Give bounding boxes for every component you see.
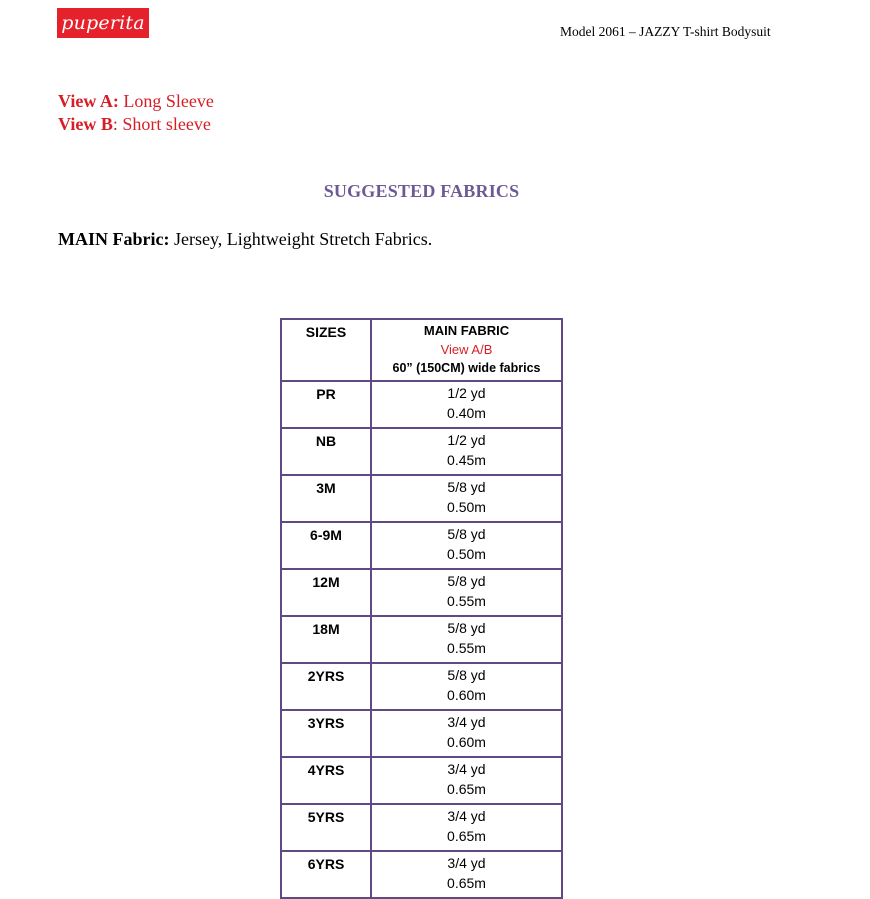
sizes-header: SIZES [281, 319, 371, 381]
size-cell: 3YRS [281, 710, 371, 757]
table-row [281, 663, 562, 710]
main-fabric-header [371, 319, 562, 381]
meters-value: 0.50m [447, 546, 486, 562]
view-b-label: View B [58, 114, 113, 134]
yardage-value: 1/2 yd [447, 385, 486, 401]
view-b-line [58, 113, 214, 136]
yardage-value: 5/8 yd [447, 526, 486, 542]
view-b-text: : Short sleeve [112, 114, 211, 134]
size-cell: 2YRS [281, 663, 371, 710]
amount-cell [371, 475, 562, 522]
main-fabric-text: Jersey, Lightweight Stretch Fabrics. [169, 229, 433, 249]
meters-value: 0.65m [447, 781, 486, 797]
views-list [58, 90, 214, 136]
size-cell: 4YRS [281, 757, 371, 804]
model-title: Model 2061 – JAZZY T-shirt Bodysuit [560, 24, 771, 39]
size-cell: 6YRS [281, 851, 371, 898]
table-row [281, 616, 562, 663]
yardage-value: 5/8 yd [447, 573, 486, 589]
table-row [281, 851, 562, 898]
main-fabric-line [58, 229, 432, 250]
brand-logo: puperita [57, 8, 149, 38]
section-title: SUGGESTED FABRICS [323, 181, 520, 201]
table-row [281, 381, 562, 428]
amount-cell [371, 428, 562, 475]
amount-cell [371, 757, 562, 804]
table-row [281, 475, 562, 522]
size-cell: 3M [281, 475, 371, 522]
size-cell: 18M [281, 616, 371, 663]
yardage-value: 3/4 yd [447, 761, 486, 777]
amount-cell [371, 381, 562, 428]
size-cell: NB [281, 428, 371, 475]
amount-cell [371, 522, 562, 569]
meters-value: 0.60m [447, 687, 486, 703]
table-row [281, 710, 562, 757]
meters-value: 0.50m [447, 499, 486, 515]
yardage-value: 3/4 yd [447, 714, 486, 730]
table-row [281, 428, 562, 475]
yardage-value: 3/4 yd [447, 855, 486, 871]
table-row [281, 569, 562, 616]
yardage-value: 3/4 yd [447, 808, 486, 824]
meters-value: 0.65m [447, 875, 486, 891]
main-fabric-header-view: View A/B [440, 342, 493, 357]
meters-value: 0.65m [447, 828, 486, 844]
amount-cell [371, 851, 562, 898]
main-fabric-label: MAIN Fabric: [58, 229, 170, 249]
size-cell: 5YRS [281, 804, 371, 851]
table-row [281, 757, 562, 804]
view-a-label: View A: [58, 91, 119, 111]
meters-value: 0.55m [447, 640, 486, 656]
size-cell: PR [281, 381, 371, 428]
amount-cell [371, 710, 562, 757]
meters-value: 0.45m [447, 452, 486, 468]
table-header-row [281, 319, 562, 381]
main-fabric-header-width: 60” (150CM) wide fabrics [392, 361, 541, 375]
amount-cell [371, 569, 562, 616]
amount-cell [371, 663, 562, 710]
view-a-line [58, 90, 214, 113]
size-cell: 6-9M [281, 522, 371, 569]
meters-value: 0.60m [447, 734, 486, 750]
yardage-value: 1/2 yd [447, 432, 486, 448]
meters-value: 0.55m [447, 593, 486, 609]
yardage-value: 5/8 yd [447, 667, 486, 683]
table-row [281, 522, 562, 569]
main-fabric-header-title: MAIN FABRIC [423, 323, 510, 338]
amount-cell [371, 804, 562, 851]
amount-cell [371, 616, 562, 663]
view-a-text: Long Sleeve [118, 91, 214, 111]
meters-value: 0.40m [447, 405, 486, 421]
size-cell: 12M [281, 569, 371, 616]
fabric-requirements-table [280, 318, 563, 899]
yardage-value: 5/8 yd [447, 620, 486, 636]
table-row [281, 804, 562, 851]
yardage-value: 5/8 yd [447, 479, 486, 495]
